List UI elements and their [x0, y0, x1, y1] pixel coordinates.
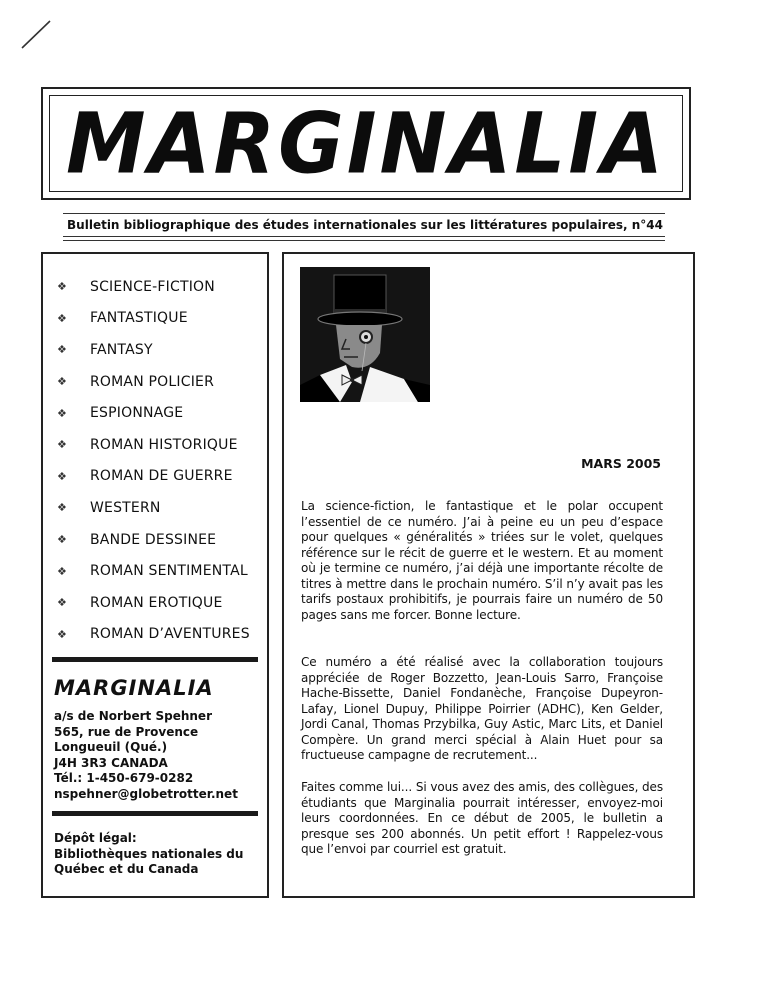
genre-item	[57, 271, 250, 303]
diamond-bullet-icon: ❖	[57, 469, 68, 483]
editorial-paragraph: Faites comme lui... Si vous avez des amis, des collègues, des étudiants que Marginalia pourrait intéresser, envoyez-moi leurs coordonnées. En ce début de 2005, le bulletin a presque ses 200 abonnés. Un petit effort ! Rappelez-vous que l’envoi par courriel est gratuit.	[301, 780, 663, 856]
subtitle-top-rule	[63, 213, 665, 214]
top-hat-character-illustration	[300, 267, 430, 402]
genre-label: FANTASY	[90, 341, 153, 358]
contact-email: nspehner@globetrotter.net	[54, 786, 238, 801]
genre-label: WESTERN	[90, 499, 161, 516]
genre-label: ROMAN POLICIER	[90, 373, 214, 390]
diamond-bullet-icon: ❖	[57, 343, 68, 357]
genre-item	[57, 303, 250, 335]
editorial-panel	[282, 252, 695, 898]
diamond-bullet-icon: ❖	[57, 406, 68, 420]
pen-stroke-mark	[20, 18, 52, 50]
genre-label: ROMAN D’AVENTURES	[90, 626, 250, 643]
legal-line: Dépôt légal:	[54, 831, 137, 845]
genre-list	[57, 271, 250, 650]
genre-label: FANTASTIQUE	[90, 310, 188, 327]
legal-line: Bibliothèques nationales du	[54, 846, 244, 861]
masthead	[41, 87, 691, 200]
genre-item	[57, 492, 250, 524]
genre-label: ROMAN HISTORIQUE	[90, 436, 238, 453]
genre-label: SCIENCE-FICTION	[90, 278, 215, 295]
subtitle-bottom-rule	[63, 236, 665, 237]
sidebar-brand: MARGINALIA	[54, 676, 214, 700]
contact-line: a/s de Norbert Spehner	[54, 709, 212, 723]
genre-label: ESPIONNAGE	[90, 405, 184, 422]
contact-line: Longueuil (Qué.)	[54, 740, 168, 754]
diamond-bullet-icon: ❖	[57, 375, 68, 389]
genre-item	[57, 334, 250, 366]
genre-item	[57, 587, 250, 619]
masthead-inner-frame	[49, 95, 683, 192]
genre-item	[57, 461, 250, 493]
genre-item	[57, 555, 250, 587]
contact-phone: Tél.: 1-450-679-0282	[54, 771, 194, 785]
contact-address	[54, 709, 238, 802]
editorial-paragraph: La science-fiction, le fantastique et le polar occupent l’essentiel de ce numéro. J’ai à peine eu un peu d’espace pour quelques « généralités » triées sur le volet, quelques référence sur le récit de guerre et le western. Et au moment où je termine ce numéro, j’ai déjà une importante récolte de titres à mettre dans le prochain numéro. S’il n’y avait pas les tarifs postaux prohibitifs, je pourrais faire un numéro de 50 pages sans me forcer. Bonne lecture.	[301, 499, 663, 622]
genre-label: ROMAN DE GUERRE	[90, 468, 233, 485]
subtitle-bottom-rule-2	[63, 240, 665, 241]
genre-label: ROMAN SENTIMENTAL	[90, 563, 248, 580]
sidebar-panel	[41, 252, 269, 898]
genre-item	[57, 366, 250, 398]
diamond-bullet-icon: ❖	[57, 564, 68, 578]
diamond-bullet-icon: ❖	[57, 596, 68, 610]
diamond-bullet-icon: ❖	[57, 533, 68, 547]
sidebar-divider	[52, 811, 258, 816]
legal-line: Québec et du Canada	[54, 862, 199, 876]
genre-item	[57, 524, 250, 556]
contact-line: 565, rue de Provence	[54, 724, 199, 739]
editorial-paragraph: Ce numéro a été réalisé avec la collaboration toujours appréciée de Roger Bozzetto, Jean-Louis Sarro, Françoise Hache-Bissette, Daniel Fondanèche, Françoise Dupeyron-Lafay, Lionel Dupuy, Philippe Poirrier (ADHC), Ken Gelder, Jordi Canal, Thomas Przybilka, Guy Astic, Marc Lits, et Daniel Compère. Un grand merci spécial à Alain Huet pour sa fructueuse campagne de recrutement...	[301, 655, 663, 762]
diamond-bullet-icon: ❖	[57, 627, 68, 641]
genre-label: BANDE DESSINEE	[90, 531, 217, 548]
diamond-bullet-icon: ❖	[57, 280, 68, 294]
sidebar-divider	[52, 657, 258, 662]
diamond-bullet-icon: ❖	[57, 501, 68, 515]
newsletter-title: MARGINALIA	[65, 94, 667, 192]
legal-deposit	[54, 831, 243, 878]
genre-item	[57, 619, 250, 651]
genre-item	[57, 397, 250, 429]
genre-label: ROMAN EROTIQUE	[90, 594, 223, 611]
contact-line: J4H 3R3 CANADA	[54, 755, 168, 770]
newsletter-subtitle: Bulletin bibliographique des études internationales sur les littératures populaires, n°44	[67, 218, 663, 232]
genre-item	[57, 429, 250, 461]
diamond-bullet-icon: ❖	[57, 311, 68, 325]
issue-date: MARS 2005	[581, 456, 661, 471]
diamond-bullet-icon: ❖	[57, 438, 68, 452]
